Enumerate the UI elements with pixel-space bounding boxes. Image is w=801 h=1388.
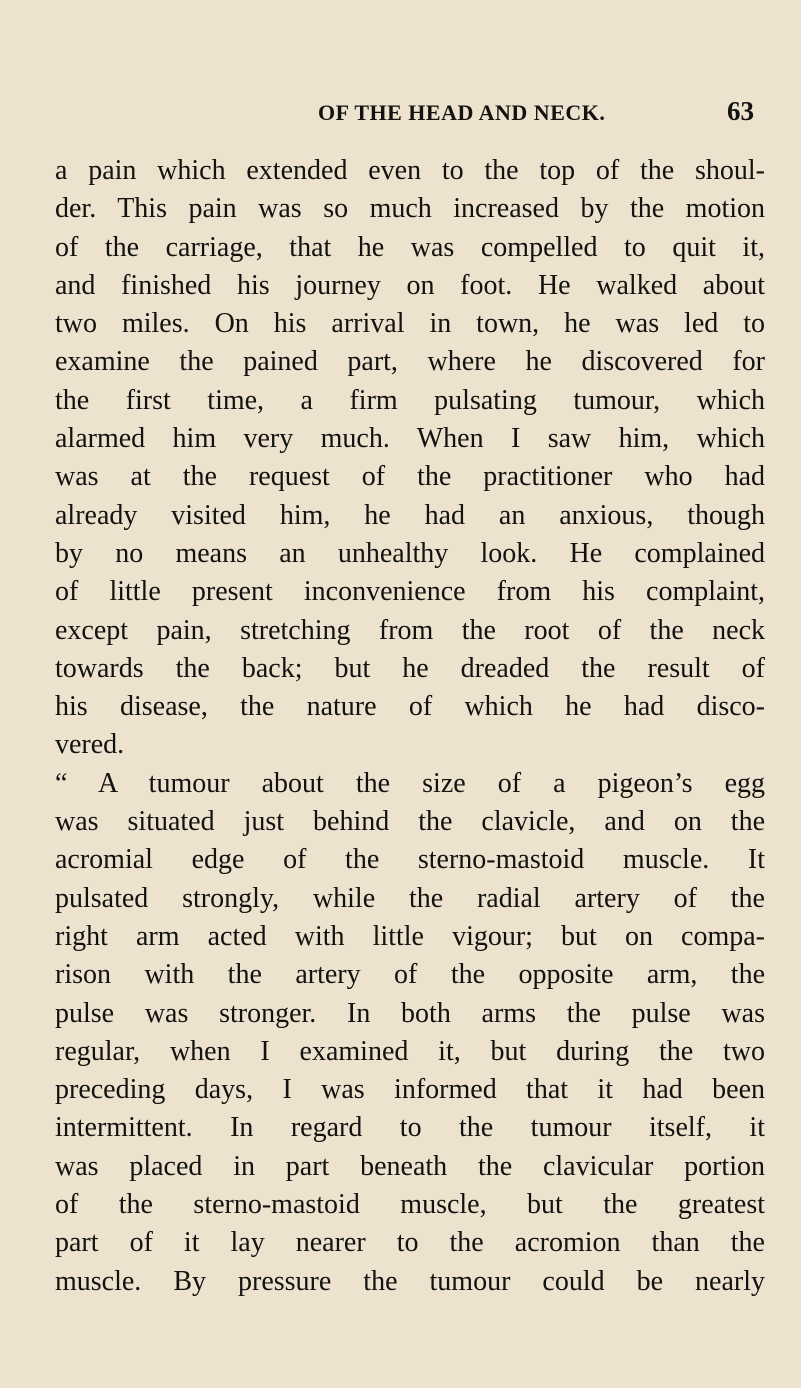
text-line: except pain, stretching from the root of the neck [55,614,765,646]
text-line: examine the pained part, where he discovered for [55,346,765,378]
text-line: preceding days, I was informed that it had been [55,1074,765,1106]
text-line: pulse was stronger. In both arms the pulse was [55,997,765,1029]
running-title: OF THE HEAD AND NECK. [318,100,606,125]
text-line: part of it lay nearer to the acromion than the [55,1227,765,1259]
body-text [55,152,765,1301]
text-line: by no means an unhealthy look. He complained [55,537,765,569]
text-line: was situated just behind the clavicle, and on the [55,806,765,838]
text-line: a pain which extended even to the top of the shoul- [55,155,765,186]
text-line: of the carriage, that he was compelled to quit it, [55,231,765,263]
text-line: of the sterno-mastoid muscle, but the greatest [55,1189,765,1221]
text-line: muscle. By pressure the tumour could be nearly [55,1265,765,1297]
text-line: acromial edge of the sterno-mastoid muscle. It [55,844,765,876]
text-line: of little present inconvenience from his complaint, [55,576,765,608]
text-line: two miles. On his arrival in town, he was led to [55,308,765,340]
text-line: the first time, a firm pulsating tumour, which [55,384,765,416]
page-number: 63 [727,96,754,126]
text-line: towards the back; but he dreaded the result of [55,652,765,684]
text-line: his disease, the nature of which he had disco- [55,691,765,723]
text-line: “ A tumour about the size of a pigeon’s egg [55,767,765,799]
text-line: pulsated strongly, while the radial artery of the [55,882,765,914]
text-line: vered. [55,729,125,761]
text-line: and finished his journey on foot. He walked about [55,269,765,301]
text-line: intermittent. In regard to the tumour itself, it [55,1112,765,1144]
text-line: rison with the artery of the opposite arm, the [55,959,765,991]
text-line: already visited him, he had an anxious, though [55,499,765,531]
text-line: was placed in part beneath the clavicular portion [55,1150,765,1182]
text-line: was at the request of the practitioner who had [55,461,765,493]
running-head [0,92,801,132]
text-line: der. This pain was so much increased by the motion [55,193,765,225]
text-line: regular, when I examined it, but during the two [55,1035,765,1067]
text-line: right arm acted with little vigour; but on compa- [55,920,765,952]
text-line: alarmed him very much. When I saw him, which [55,423,765,455]
